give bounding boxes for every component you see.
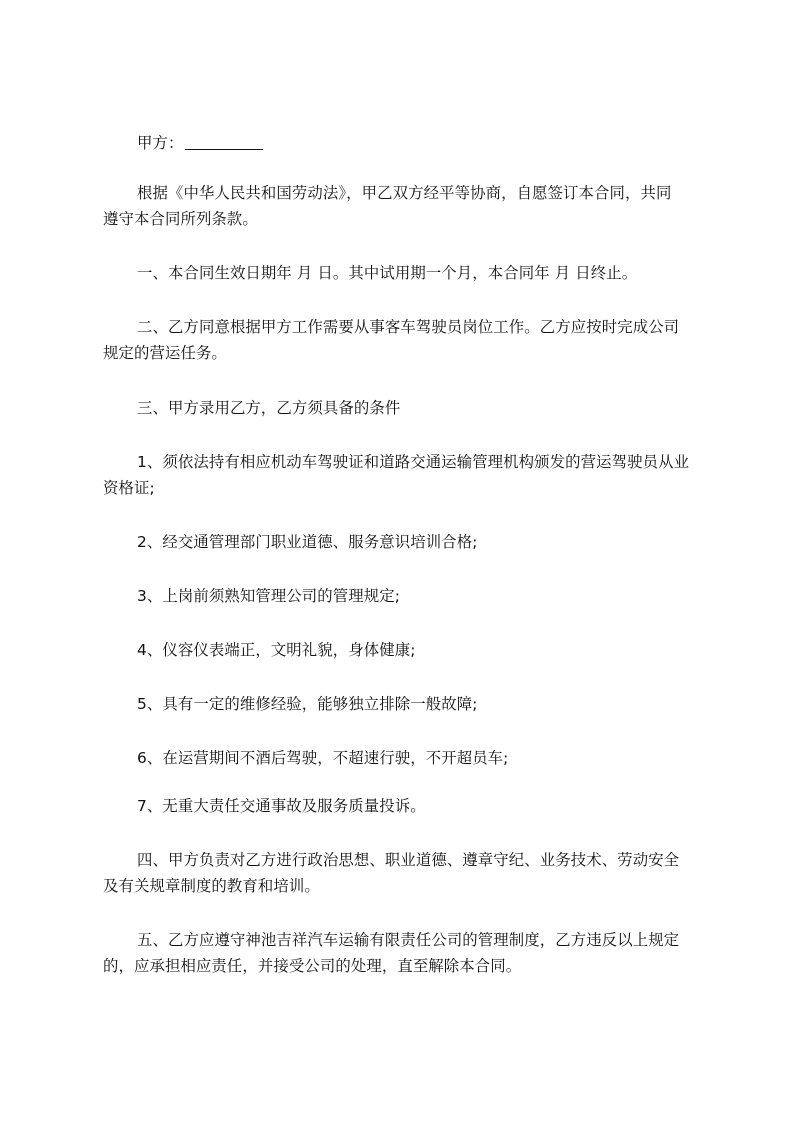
paragraph-line: 资格证; xyxy=(103,479,155,497)
party-a-label: 甲方： xyxy=(137,134,184,152)
paragraph-line: 及有关规章制度的教育和培训。 xyxy=(103,877,320,895)
paragraph-line: 一、本合同生效日期年 月 日。其中试用期一个月，本合同年 月 日终止。 xyxy=(137,264,638,282)
paragraph-line: 1、须依法持有相应机动车驾驶证和道路交通运输管理机构颁发的营运驾驶员从业 xyxy=(137,453,690,471)
paragraph-line: 6、在运营期间不酒后驾驶，不超速行驶，不开超员车; xyxy=(137,749,509,767)
paragraph-line: 三、甲方录用乙方，乙方须具备的条件 xyxy=(137,399,401,417)
paragraph-line: 遵守本合同所列条款。 xyxy=(103,210,258,228)
paragraph-line: 2、经交通管理部门职业道德、服务意识培训合格; xyxy=(137,533,478,551)
paragraph-line: 4、仪容仪表端正，文明礼貌，身体健康; xyxy=(137,641,416,659)
paragraph-line: 7、无重大责任交通事故及服务质量投诉。 xyxy=(137,797,426,815)
party-a-line xyxy=(137,133,263,153)
paragraph-line: 规定的营运任务。 xyxy=(103,344,227,362)
paragraph-line: 五、乙方应遵守神池吉祥汽车运输有限责任公司的管理制度，乙方违反以上规定 xyxy=(137,931,680,949)
paragraph-line: 二、乙方同意根据甲方工作需要从事客车驾驶员岗位工作。乙方应按时完成公司 xyxy=(137,318,680,336)
paragraph-line: 的，应承担相应责任，并接受公司的处理，直至解除本合同。 xyxy=(103,957,522,975)
paragraph-line: 3、上岗前须熟知管理公司的管理规定; xyxy=(137,587,401,605)
paragraph-line: 根据《中华人民共和国劳动法》，甲乙双方经平等协商，自愿签订本合同，共同 xyxy=(137,184,672,202)
paragraph-line: 5、具有一定的维修经验，能够独立排除一般故障; xyxy=(137,695,478,713)
party-a-blank-field xyxy=(185,135,263,150)
paragraph-line: 四、甲方负责对乙方进行政治思想、职业道德、遵章守纪、业务技术、劳动安全 xyxy=(137,851,680,869)
